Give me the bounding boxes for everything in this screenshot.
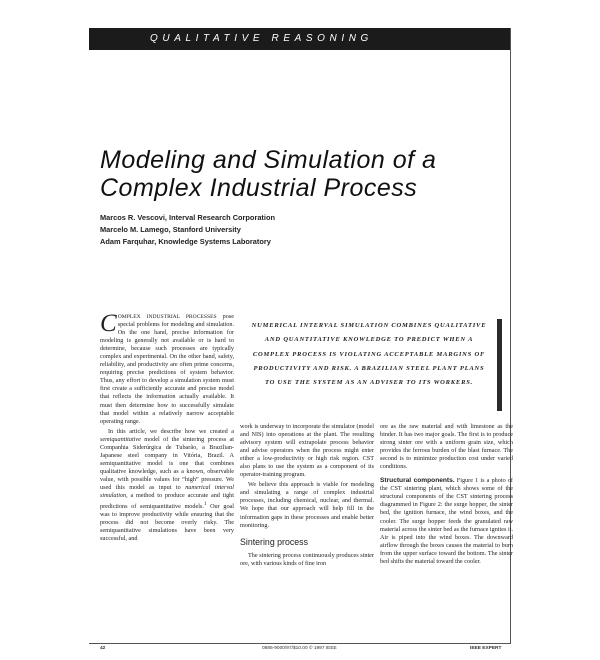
- body-paragraph: In this article, we describe how we created a semiquantitative model of the sintering process at Companhia Siderúrgica de Tubarão, a Brazilian-Japanese steel company in Vitória, Brazil. A semiquantitative model is one that combines qualitative knowledge, such as a known, observable value, with possible values for “high” pressure. We used this model as input to numerical interval simulation, a method to produce accurate and tight predictions of semiquantitative models.$^1$ Our goal was to improve productivity while ensuring that the process did not become overly risky. The semiquantitative simulations have been very successful, and: [100, 427, 234, 543]
- body-paragraph: ore as the raw material and with limestone as the binder. It has two major goals. The first is to produce strong sinter ore with a uniform grain size, which provides the ferrous burden of the blast furnace. The second is to minimize production cost under varied conditions.: [380, 423, 513, 471]
- body-column-2: [240, 423, 374, 568]
- author-line: Marcelo M. Lamego, Stanford University: [100, 225, 241, 234]
- body-paragraph: work is underway to incorporate the simulator (model and NIS) into operations at the plant. The resulting advisory system will extrapolate process behavior and advise operators when the process might enter either a low-productivity or high risk region. CST also plans to use the system as a component of its operator-training program.: [240, 423, 374, 479]
- pull-quote-bar: [497, 319, 502, 411]
- body-paragraph: We believe this approach is viable for modeling and simulating a range of complex industrial processes, including chemical, nuclear, and thermal. We hope that our approach will help fill in the information gaps in these processes and enable better monitoring.: [240, 481, 374, 529]
- section-header-label: QUALITATIVE REASONING: [150, 33, 373, 44]
- drop-cap: C: [100, 310, 117, 337]
- run-in-heading: Structural components.: [380, 477, 455, 485]
- body-column-3: [380, 423, 513, 566]
- author-line: Marcos R. Vescovi, Interval Research Corporation: [100, 213, 275, 222]
- article-title: Modeling and Simulation of a Complex Industrial Process: [100, 146, 437, 202]
- intro-paragraph: COMPLEX INDUSTRIAL PROCESSES pose special problems for modeling and simulation. On the one hand, precise information for modeling is generally not available or is hard to determine, because such processes are typically complex and experimental. On the other hand, safety, reliability, and productivity are often prime concerns, requiring precise predictions of system behavior. Thus, any effort to develop a simulation system must first create a sufficiently accurate and precise model that reflects the information actually available. It must then determine how to successfully simulate that model within a relatively narrow acceptable operating range.: [100, 310, 234, 425]
- body-paragraph: The sintering process continuously produces sinter ore, with various kinds of fine iron: [240, 551, 374, 567]
- journal-name: IEEE EXPERT: [470, 646, 502, 651]
- body-paragraph: Structural components. Figure 1 is a photo of the CST sintering plant, which shows some of the structural components of the CST sintering process diagrammed in Figure 2: the surge hopper, the sinter bed, the ignition furnace, the wind boxes, and the cooler. The surge hopper feeds the granulated raw material across the sinter bed as the furnace ignites it. Air is piped into the wind boxes. The downward airflow through the boxes causes the material to burn from the upper surface toward the bottom. The sinter bed shifts the material toward the cooler.: [380, 477, 513, 565]
- copyright-line: 0885-9000/97/$10.00 © 1997 IEEE: [262, 646, 337, 651]
- author-line: Adam Farquhar, Knowledge Systems Laboratory: [100, 237, 271, 246]
- section-heading: Sintering process: [240, 536, 308, 547]
- lead-in-text: OMPLEX INDUSTRIAL PROCESSES: [117, 314, 217, 320]
- page-bottom-rule: [89, 643, 510, 644]
- page-number: 42: [100, 646, 106, 651]
- pull-quote: NUMERICAL INTERVAL SIMULATION COMBINES QUALITATIVE AND QUANTITATIVE KNOWLEDGE TO PREDICT WHEN A COMPLEX PROCESS IS VIOLATING ACCEPTABLE MARGINS OF PRODUCTIVITY AND RISK. A BRAZILIAN STEEL PLANT PLANS TO USE THE SYSTEM AS AN ADVISER TO ITS WORKERS.: [251, 322, 487, 387]
- body-column-1: [100, 310, 234, 543]
